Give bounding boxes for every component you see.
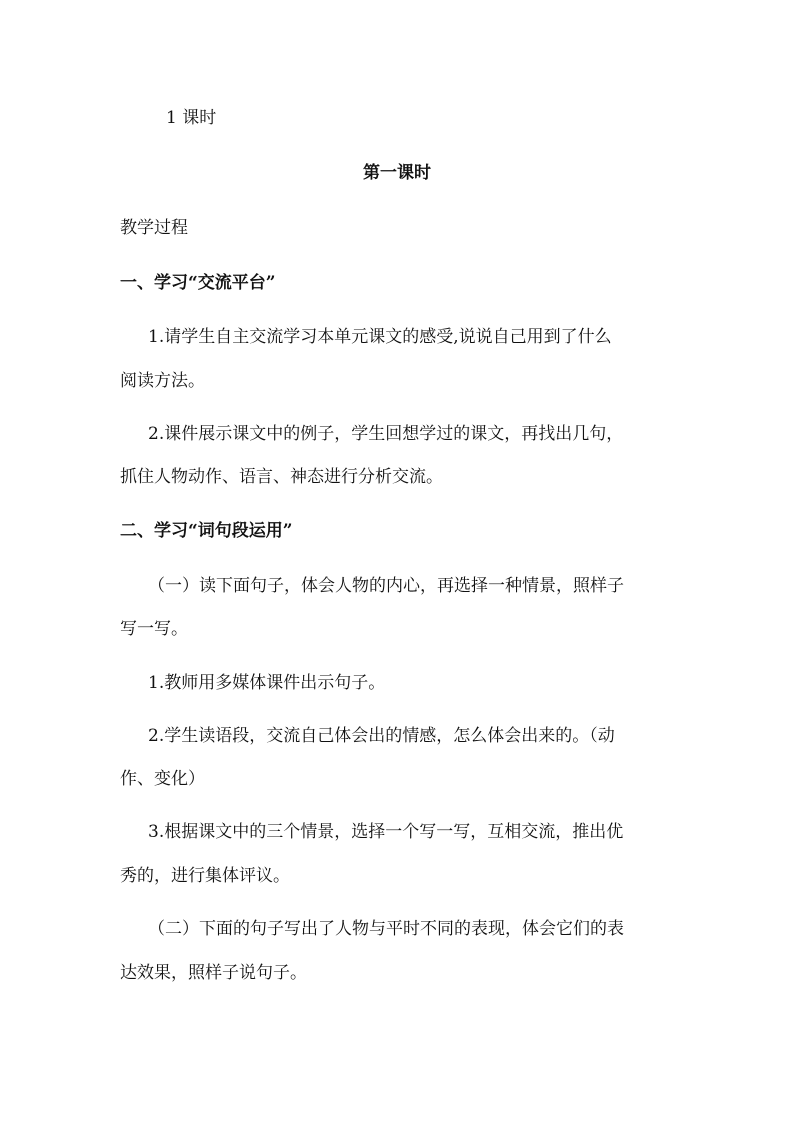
part1-item2-line2: 抓住人物动作、语言、神态进行分析交流。 bbox=[120, 467, 443, 487]
part2-item2-line1: 2.学生读语段，交流自己体会出的情感，怎么体会出来的。（动 bbox=[148, 726, 615, 746]
section-title: 第一课时 bbox=[363, 163, 431, 183]
part2-item3-line2: 秀的，进行集体评议。 bbox=[120, 866, 290, 886]
part2-sub1-line1: （一）读下面句子，体会人物的内心，再选择一种情景，照样子 bbox=[148, 576, 624, 596]
lesson-count: 1 课时 bbox=[166, 108, 217, 128]
process-heading: 教学过程 bbox=[120, 218, 188, 238]
part2-sub2-line1: （二）下面的句子写出了人物与平时不同的表现，体会它们的表 bbox=[148, 919, 624, 939]
part2-heading: 二、学习“词句段运用” bbox=[120, 521, 293, 541]
part2-item3-line1: 3.根据课文中的三个情景，选择一个写一写，互相交流，推出优 bbox=[148, 822, 624, 842]
part2-item1: 1.教师用多媒体课件出示句子。 bbox=[148, 673, 386, 693]
part2-sub1-line2: 写一写。 bbox=[120, 619, 188, 639]
part2-sub2-line2: 达效果，照样子说句子。 bbox=[120, 963, 307, 983]
part1-heading: 一、学习“交流平台” bbox=[120, 273, 276, 293]
part2-item2-line2: 作、变化） bbox=[120, 769, 205, 789]
part1-item1-line2: 阅读方法。 bbox=[120, 371, 205, 391]
part1-item1-line1: 1.请学生自主交流学习本单元课文的感受,说说自己用到了什么 bbox=[148, 327, 612, 347]
part1-item2-line1: 2.课件展示课文中的例子，学生回想学过的课文，再找出几句， bbox=[148, 424, 624, 444]
